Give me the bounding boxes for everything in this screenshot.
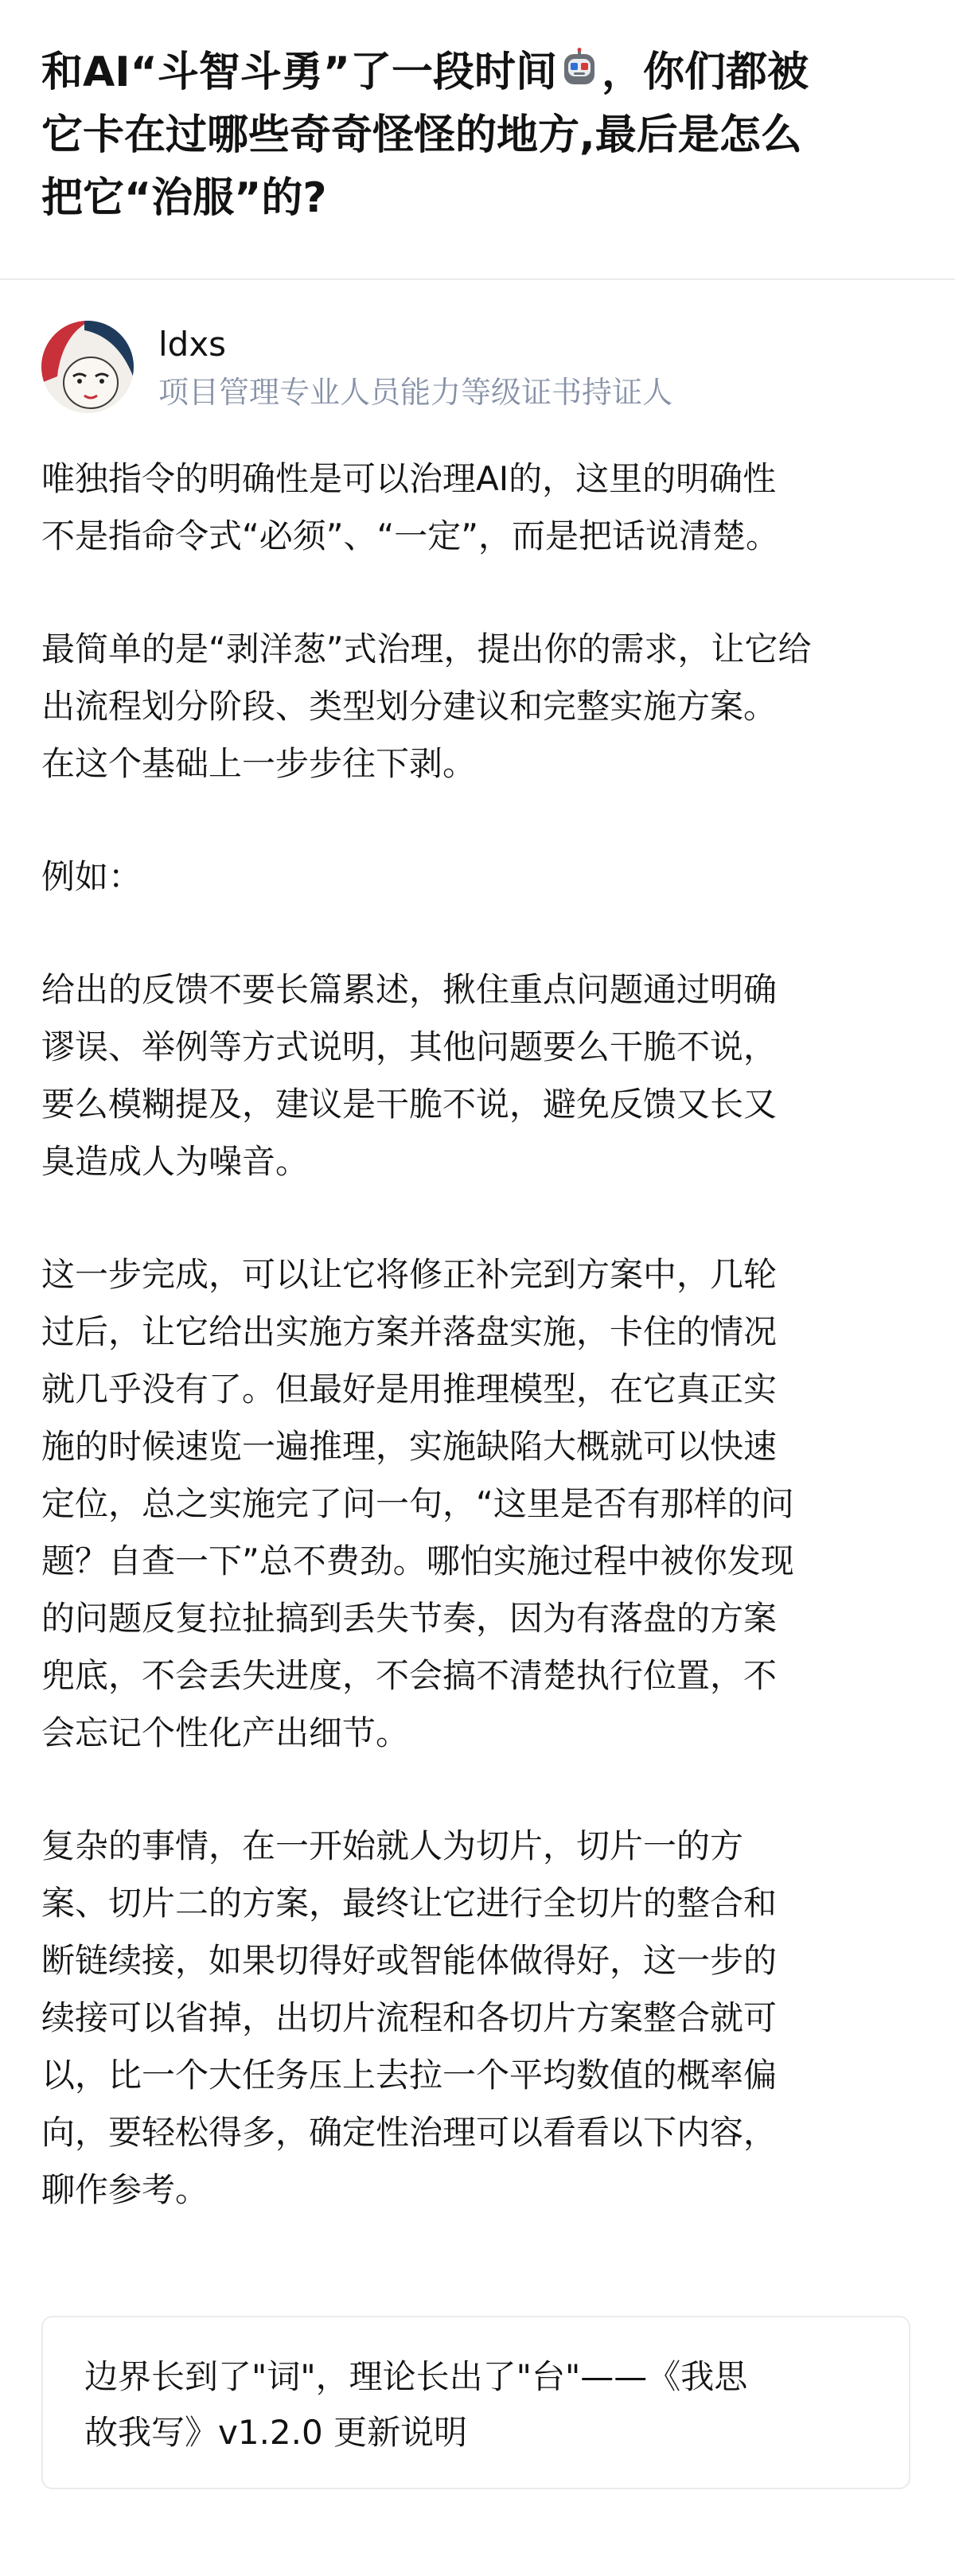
link-card-title (84, 2349, 872, 2461)
answer-line: 谬误、举例等方式说明，其他问题要么干脆不说， (41, 1027, 778, 1066)
answer-line: 出流程划分阶段、类型划分建议和完整实施方案。 (41, 687, 778, 726)
answer-line: 唯独指令的明确性是可以治理AI的，这里的明确性 (41, 459, 777, 498)
answer-line: 案、切片二的方案，最终让它进行全切片的整合和 (41, 1884, 778, 1923)
author-info (41, 321, 917, 416)
section-divider (0, 279, 955, 280)
question-title-text-1b: ，你们都被 (601, 49, 809, 96)
author-name[interactable]: ldxs (158, 325, 227, 364)
answer-line: 续接可以省掉，出切片流程和各切片方案整合就可 (41, 1998, 778, 2037)
answer-line: 定位，总之实施完了问一句，“这里是否有那样的问 (41, 1484, 794, 1523)
answer-line: 向，要轻松得多，确定性治理可以看看以下内容， (41, 2113, 778, 2152)
answer-line: 会忘记个性化产出细节。 (41, 1713, 410, 1752)
question-title-line-2: 它卡在过哪些奇奇怪怪的地方,最后是怎么 (41, 111, 802, 159)
avatar[interactable] (41, 321, 134, 413)
answer-line: 以，比一个大任务压上去拉一个平均数值的概率偏 (41, 2056, 778, 2095)
answer-line: 断链续接，如果切得好或智能体做得好，这一步的 (41, 1941, 778, 1980)
answer-line: 这一步完成，可以让它将修正补完到方案中，几轮 (41, 1255, 778, 1294)
question-title-line-3: 把它“治服”的? (41, 174, 327, 222)
answer-line: 给出的反馈不要长篇累述，揪住重点问题通过明确 (41, 970, 778, 1009)
author-headline: 项目管理专业人员能力等级证书持证人 (158, 375, 673, 410)
answer-line: 过后，让它给出实施方案并落盘实施，卡住的情况 (41, 1312, 778, 1351)
answer-paragraph (41, 621, 917, 793)
answer-line: 例如： (41, 857, 142, 896)
answer-line: 要么模糊提及，建议是干脆不说，避免反馈又长又 (41, 1085, 778, 1124)
answer-paragraph (41, 1246, 917, 1762)
answer-line: 不是指命令式“必须”、“一定”，而是把话说清楚。 (41, 516, 780, 555)
question-title-line-1 (41, 41, 909, 104)
answer-paragraph (41, 848, 917, 906)
link-card[interactable] (41, 2316, 910, 2489)
question-title[interactable] (41, 41, 909, 230)
question-title-text-1a: 和AI“斗智斗勇”了一段时间 (41, 49, 557, 96)
link-card-title-line-2: 故我写》v1.2.0 更新说明 (84, 2413, 468, 2452)
answer-line: 在这个基础上一步步往下剥。 (41, 744, 477, 783)
answer-content (41, 450, 917, 2274)
answer-line: 兜底，不会丢失进度，不会搞不清楚执行位置，不 (41, 1656, 778, 1695)
answer-line: 复杂的事情，在一开始就人为切片，切片一的方 (41, 1826, 744, 1865)
answer-paragraph (41, 1818, 917, 2219)
answer-paragraph (41, 961, 917, 1191)
answer-line: 题？自查一下”总不费劲。哪怕实施过程中被你发现 (41, 1541, 794, 1580)
answer-paragraph (41, 450, 917, 565)
link-card-title-line-1: 边界长到了"词"，理论长出了"台"——《我思 (84, 2357, 748, 2396)
answer-line: 臭造成人为噪音。 (41, 1142, 310, 1181)
answer-line: 的问题反复拉扯搞到丢失节奏，因为有落盘的方案 (41, 1599, 778, 1638)
answer-line: 施的时候速览一遍推理，实施缺陷大概就可以快速 (41, 1427, 778, 1466)
robot-emoji-icon (560, 48, 598, 89)
answer-line: 就几乎没有了。但最好是用推理模型，在它真正实 (41, 1370, 778, 1409)
answer-line: 最简单的是“剥洋葱”式治理，提出你的需求，让它给 (41, 629, 812, 668)
answer-line: 聊作参考。 (41, 2170, 209, 2209)
